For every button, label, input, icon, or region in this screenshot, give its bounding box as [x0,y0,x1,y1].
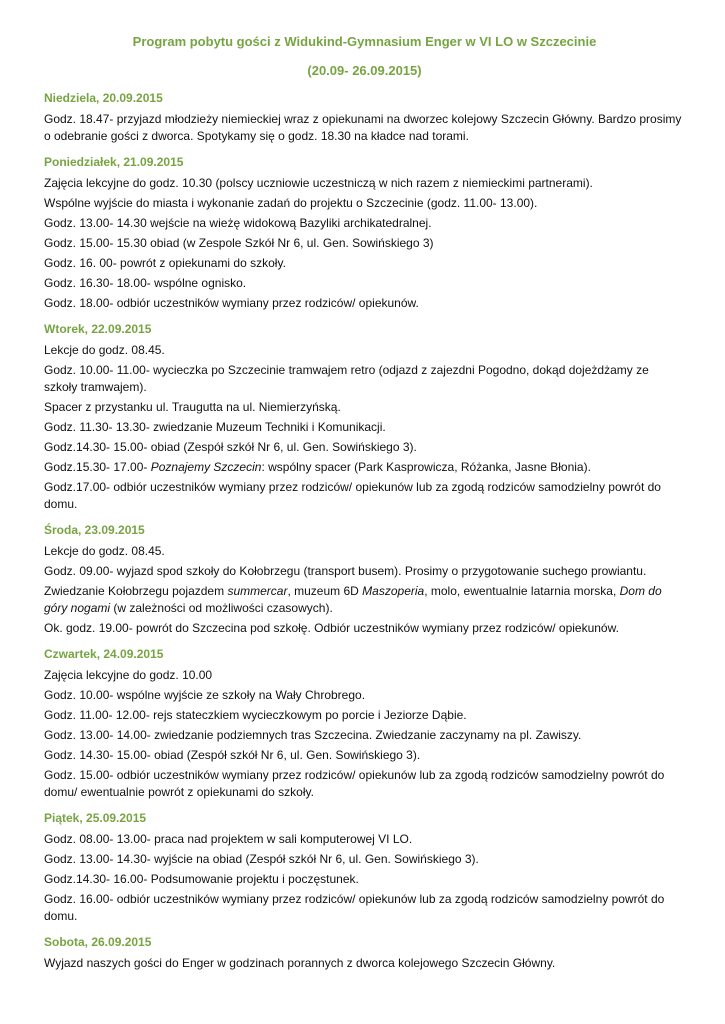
day-heading: Piątek, 25.09.2015 [44,811,147,825]
schedule-entry: Godz.14.30- 15.00- obiad (Zespół szkół Nr 6, ul. Gen. Sowińskiego 3). [44,440,417,454]
schedule-entry: Godz. 13.00- 14.30 wejście na wieżę widokową Bazyliki archikatedralnej. [44,216,432,230]
schedule-entry: Godz. 08.00- 13.00- praca nad projektem w sali komputerowej VI LO. [44,832,413,846]
schedule-entry: Lekcje do godz. 08.45. [44,343,165,357]
schedule-entry: Godz. 16.30- 18.00- wspólne ognisko. [44,276,247,290]
schedule-entry: Godz. 10.00- wspólne wyjście ze szkoły na Wały Chrobrego. [44,688,366,702]
schedule-entry: Wspólne wyjście do miasta i wykonanie zadań do projektu o Szczecinie (godz. 11.00- 13.00). [44,196,538,210]
schedule-entry: Lekcje do godz. 08.45. [44,544,165,558]
schedule-entry [44,583,685,617]
schedule-entry: Godz.17.00- odbiór uczestników wymiany przez rodziców/ opiekunów lub za zgodą rodziców samodzielny powrót do domu. [44,480,661,511]
entry-text: (w zależności od możliwości czasowych). [110,601,333,615]
day-heading: Poniedziałek, 21.09.2015 [44,155,184,169]
schedule-entry: Ok. godz. 19.00- powrót do Szczecina pod szkołę. Odbiór uczestników wymiany przez rodziców/ opiekunów. [44,621,619,635]
day-heading: Czwartek, 24.09.2015 [44,647,164,661]
schedule-entry: Godz. 11.30- 13.30- zwiedzanie Muzeum Techniki i Komunikacji. [44,420,386,434]
schedule-entry: Godz. 14.30- 15.00- obiad (Zespół szkół Nr 6, ul. Gen. Sowińskiego 3). [44,748,421,762]
schedule-entry: Godz. 16. 00- powrót z opiekunami do szkoły. [44,256,286,270]
schedule-entry: Godz. 13.00- 14.30- wyjście na obiad (Zespół szkół Nr 6, ul. Gen. Sowińskiego 3). [44,852,479,866]
schedule-entry: Godz. 10.00- 11.00- wycieczka po Szczecinie tramwajem retro (odjazd z zajezdni Pogodno, dokąd dojeżdżamy ze szkoły tramwajem). [44,363,649,394]
schedule-entry [44,459,685,476]
italic-text: Poznajemy Szczecin [150,460,262,474]
schedule-entry: Zajęcia lekcyjne do godz. 10.00 [44,668,213,682]
schedule-entry: Wyjazd naszych gości do Enger w godzinach porannych z dworca kolejowego Szczecin Główny. [44,956,556,970]
italic-text: Maszoperia [362,584,425,598]
schedule-entry: Godz. 09.00- wyjazd spod szkoły do Kołobrzegu (transport busem). Prosimy o przygotowanie suchego prowiantu. [44,564,647,578]
entry-text: : wspólny spacer (Park Kasprowicza, Różanka, Jasne Błonia). [261,460,591,474]
italic-text: Dom do góry nogami [44,584,662,615]
schedule-entry: Zajęcia lekcyjne do godz. 10.30 (polscy uczniowie uczestniczą w nich razem z niemieckimi partnerami). [44,176,593,190]
day-heading: Niedziela, 20.09.2015 [44,91,163,105]
schedule-entry: Godz. 15.00- 15.30 obiad (w Zespole Szkół Nr 6, ul. Gen. Sowińskiego 3) [44,236,434,250]
schedule-entry: Godz. 18.47- przyjazd młodzieży niemieckiej wraz z opiekunami na dworzec kolejowy Szczecin Główny. Bardzo prosimy o odebranie gości z dworca. Spotykamy się o godz. 18.30 na kładce nad torami. [44,112,682,143]
italic-text: summercar [227,584,288,598]
document-date-range: (20.09- 26.09.2015) [307,63,422,78]
schedule-entry: Godz. 16.00- odbiór uczestników wymiany przez rodziców/ opiekunów lub za zgodą rodziców samodzielny powrót do domu. [44,892,665,923]
entry-text: Godz.15.30- 17.00- [44,460,151,474]
entry-text: , muzeum 6D [287,584,363,598]
entry-text: Zwiedzanie Kołobrzegu pojazdem [44,584,228,598]
schedule-entry: Godz.14.30- 16.00- Podsumowanie projektu i poczęstunek. [44,872,359,886]
schedule-entry: Godz. 18.00- odbiór uczestników wymiany przez rodziców/ opiekunów. [44,296,419,310]
schedule-entry: Godz. 11.00- 12.00- rejs stateczkiem wycieczkowym po porcie i Jeziorze Dąbie. [44,708,467,722]
schedule-entry: Godz. 13.00- 14.00- zwiedzanie podziemnych tras Szczecina. Zwiedzanie zaczynamy na pl. Zawiszy. [44,728,582,742]
schedule-entry: Godz. 15.00- odbiór uczestników wymiany przez rodziców/ opiekunów lub za zgodą rodziców samodzielny powrót do domu/ ewentualnie powrót z opiekunami do szkoły. [44,768,665,799]
entry-text: , molo, ewentualnie latarnia morska, [424,584,620,598]
day-heading: Wtorek, 22.09.2015 [44,322,152,336]
document-title: Program pobytu gości z Widukind-Gymnasium Enger w VI LO w Szczecinie [132,34,597,49]
day-heading: Sobota, 26.09.2015 [44,935,152,949]
schedule [44,91,685,972]
day-heading: Środa, 23.09.2015 [44,523,145,537]
schedule-entry: Spacer z przystanku ul. Traugutta na ul. Niemierzyńską. [44,400,341,414]
